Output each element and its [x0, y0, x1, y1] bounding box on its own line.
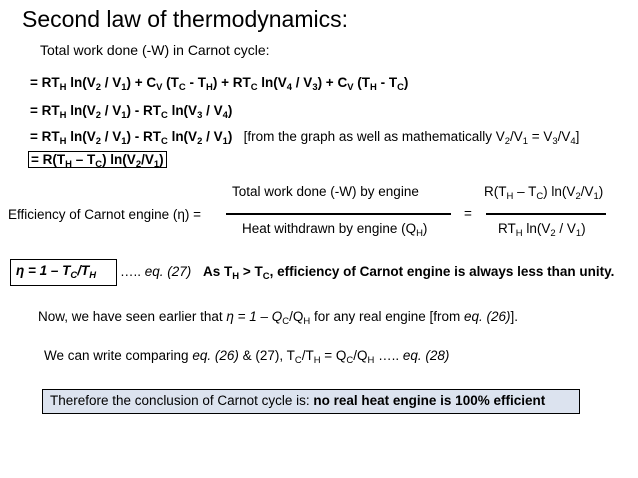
- equation-line-3: [30, 129, 580, 147]
- eta-note: As $T_H > T_C$, efficiency of Carnot engine is always less than unity.: [203, 264, 615, 282]
- eta-formula: $\eta = 1 - T_C/T_H$: [16, 263, 97, 281]
- subtitle: Total work done (-W) in Carnot cycle:: [40, 42, 270, 58]
- efficiency-label: Efficiency of Carnot engine (η) =: [8, 207, 201, 222]
- fraction-2-numerator: $R(T_H - T_C)$ $\ln(V_2/V_1)$: [484, 184, 604, 202]
- conclusion-text: [50, 393, 545, 408]
- eq-27-reference: ….. eq. (27): [120, 264, 192, 279]
- fraction-1-denominator: Heat withdrawn by engine $(Q_H)$: [242, 221, 428, 239]
- fraction-1-bar: [226, 213, 451, 215]
- equation-line-3-math: = $RT_H$ $\ln(V_2 / V_1) - RT_C$ $\ln(V_2 / V_1)$: [30, 129, 233, 147]
- fraction-1-numerator: Total work done (-W) by engine: [232, 184, 419, 199]
- real-engine-statement: Now, we have seen earlier that $\eta = 1 - Q_C/Q_H$ for any real engine [from eq. (26)].: [38, 309, 519, 327]
- efficiency-equals-sign: =: [464, 206, 472, 221]
- conclusion-prefix: Therefore the conclusion of Carnot cycle is:: [50, 393, 314, 408]
- equation-line-4-boxed: = $R(T_H - T_C)$ $\ln(V_2/V_1)$: [28, 151, 167, 168]
- equation-line-3-note: [from the graph as well as mathematically $V_2/V_1 = V_3/V_4$]: [243, 129, 580, 147]
- equation-line-1: = $RT_H$ $\ln(V_2 / V_1) + C_V$ $(T_C - T_H) + RT_C$ $\ln(V_4 / V_3) + C_V$ $(T_H - T_C)$: [30, 75, 409, 93]
- comparison-statement: We can write comparing eq. (26) & (27), $T_C/T_H = Q_C/Q_H$ ….. eq. (28): [44, 348, 450, 366]
- equation-line-2: = $RT_H$ $\ln(V_2 / V_1) - RT_C$ $\ln(V_3 / V_4)$: [30, 103, 233, 121]
- fraction-2-denominator: $RT_H$ $\ln(V_2 / V_1)$: [498, 221, 586, 239]
- fraction-2-bar: [486, 213, 606, 215]
- conclusion-emphasis: no real heat engine is 100% efficient: [313, 393, 546, 408]
- slide-title: Second law of thermodynamics:: [22, 6, 348, 32]
